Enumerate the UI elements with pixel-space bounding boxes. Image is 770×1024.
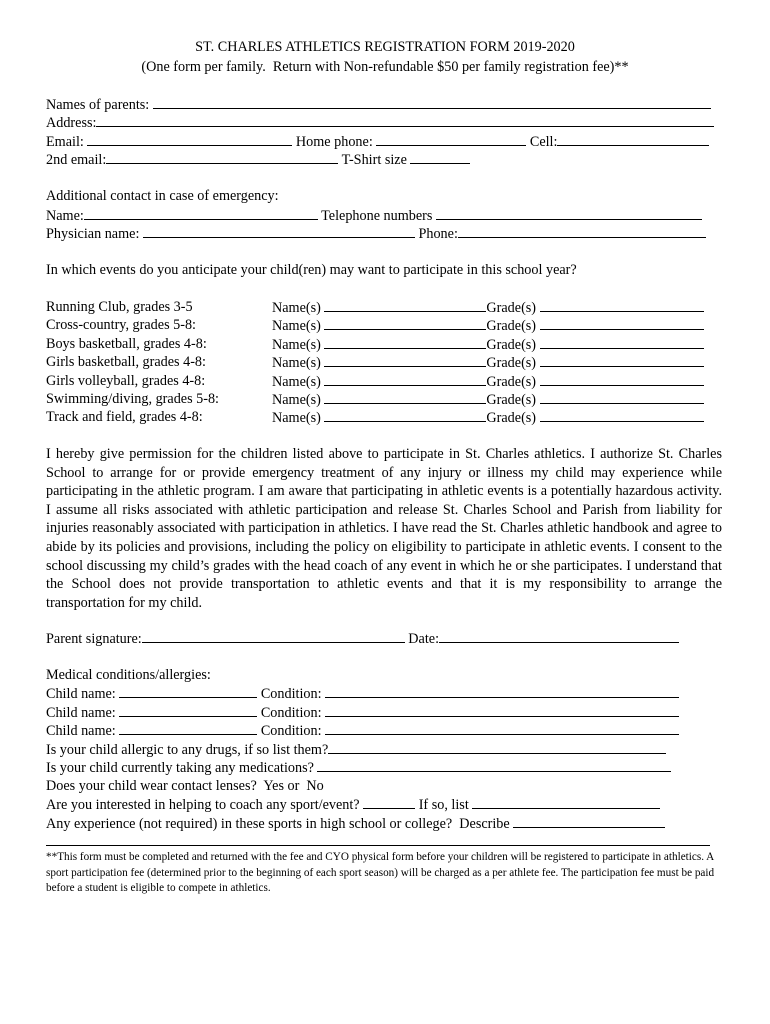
names-label: Name(s) [272,392,321,408]
telephone-label: Telephone numbers [321,208,433,224]
experience-field[interactable] [513,814,665,828]
medications-row [46,758,671,777]
date-field[interactable] [439,629,679,643]
coach-question: Are you interested in helping to coach any sport/event? [46,797,360,813]
event-names [272,408,704,427]
event-names [272,390,704,409]
child-label: Child name: [46,723,116,739]
grades-field[interactable] [540,390,704,404]
event-names [272,372,704,391]
names-label: Name(s) [272,300,321,316]
signature-row [46,629,679,648]
email2-field[interactable] [106,150,338,164]
grades-label: Grade(s) [486,336,537,353]
grades-label: Grade(s) [486,318,537,335]
grades-field[interactable] [540,316,704,330]
event-label: Girls volleyball, grades 4-8: [46,372,206,389]
event-label: Running Club, grades 3-5 [46,299,193,315]
grades-label: Grade(s) [486,373,537,390]
event-label: Girls basketball, grades 4-8: [46,354,206,371]
names-field[interactable] [324,390,486,404]
home-phone-label: Home phone: [295,134,373,150]
condition-field[interactable] [325,721,679,735]
grades-label: Grade(s) [486,300,537,316]
child-name-field[interactable] [119,703,257,717]
coach-row [46,795,660,814]
names-field[interactable] [324,316,486,330]
tshirt-field[interactable] [410,150,470,164]
form-title: ST. CHARLES ATHLETICS REGISTRATION FORM 2019-2020 [195,39,575,55]
cell-label: Cell: [529,134,558,150]
event-names [272,316,704,335]
home-phone-field[interactable] [376,132,526,146]
coach-field[interactable] [363,795,415,809]
emergency-name-label: Name: [46,208,84,224]
names-label: Name(s) [272,410,321,427]
address-row [46,113,714,132]
grades-label: Grade(s) [486,355,537,372]
event-names [272,298,704,317]
physician-row [46,224,706,243]
event-names [272,335,704,354]
condition-field[interactable] [325,703,679,717]
address-label: Address: [46,115,97,131]
lenses-question: Does your child wear contact lenses? Yes or No [46,778,324,794]
event-label: Track and field, grades 4-8: [46,409,203,426]
email-label: Email: [46,134,84,150]
experience-line[interactable] [46,845,710,846]
physician-label: Physician name: [46,226,140,242]
grades-label: Grade(s) [486,410,537,427]
email-field[interactable] [87,132,292,146]
experience-row [46,814,665,833]
names-field[interactable] [324,298,486,312]
address-field[interactable] [96,113,714,127]
child-row-3 [46,721,679,740]
emergency-name-row [46,206,702,225]
signature-field[interactable] [142,629,405,643]
physician-phone-label: Phone: [418,226,458,242]
physician-phone-field[interactable] [458,224,706,238]
condition-label: Condition: [260,705,322,721]
child-name-field[interactable] [119,721,257,735]
event-label: Boys basketball, grades 4-8: [46,335,207,352]
form-subtitle: (One form per family. Return with Non-refundable $50 per family registration fee)** [141,59,629,75]
footnote: **This form must be completed and returned with the fee and CYO physical form before your children will be registered to participate in athletics. A sport participation fee (determined prior to the beginning of each sport season) will be charged as a per athlete fee. The participation fee must be paid before a student is eligible to compete in athletics. [46,851,715,894]
experience-question: Any experience (not required) in these sports in high school or college? Describe [46,816,510,832]
cell-field[interactable] [557,132,709,146]
allergic-question: Is your child allergic to any drugs, if so list them? [46,742,329,758]
signature-label: Parent signature: [46,631,142,647]
grades-field[interactable] [540,372,704,386]
allergic-row [46,740,666,759]
names-label: Name(s) [272,318,321,335]
names-field[interactable] [324,335,486,349]
permission-paragraph: I hereby give permission for the children listed above to participate in St. Charles athletics. I authorize St. Charles School to arrange for or provide emergency treatment of any injury or illness my child may experience while participating in the athletic program. I am aware that participating in athletic events is a potentially hazardous activity. I assume all risks associated with athletic participation and release St. Charles School and Parish from liability for injuries reasonably associated with participation in athletics. I have read the St. Charles athletic handbook and agree to abide by its policies and provisions, including the policy on eligibility to participate in athletic events. I consent to the school discussing my child’s grades with the head coach of any event in which he or she participates. I understand that the School does not provide transportation to athletic events and that it is my responsibility to arrange the transportation for my child. [46,446,722,611]
names-field[interactable] [324,408,486,422]
grades-field[interactable] [540,335,704,349]
names-label: Name(s) [272,336,321,353]
parents-label: Names of parents: [46,97,150,113]
grades-field[interactable] [540,353,704,367]
medications-field[interactable] [317,758,671,772]
condition-label: Condition: [260,686,322,702]
event-names [272,353,704,372]
parents-row [46,95,711,114]
if-so-label: If so, list [418,797,469,813]
tshirt-label: T-Shirt size [341,152,407,168]
if-so-field[interactable] [472,795,660,809]
email2-label: 2nd email: [46,152,107,168]
child-label: Child name: [46,686,116,702]
names-field[interactable] [324,353,486,367]
condition-label: Condition: [260,723,322,739]
medications-question: Is your child currently taking any medications? [46,760,314,776]
events-question: In which events do you anticipate your child(ren) may want to participate in this school year? [46,262,577,278]
grades-label: Grade(s) [486,392,537,408]
child-row-2 [46,703,679,722]
medical-heading: Medical conditions/allergies: [46,667,211,683]
condition-field[interactable] [325,684,679,698]
names-label: Name(s) [272,355,321,372]
telephone-field[interactable] [436,206,702,220]
emergency-name-field[interactable] [84,206,318,220]
event-label: Swimming/diving, grades 5-8: [46,391,220,407]
child-label: Child name: [46,705,116,721]
child-row-1 [46,684,679,703]
names-label: Name(s) [272,373,321,390]
allergic-field[interactable] [328,740,666,754]
grades-field[interactable] [540,408,704,422]
physician-field[interactable] [143,224,415,238]
parents-field[interactable] [153,95,711,109]
child-name-field[interactable] [119,684,257,698]
names-field[interactable] [324,372,486,386]
email2-row [46,150,470,169]
event-label: Cross-country, grades 5-8: [46,317,196,334]
email-row [46,132,709,151]
grades-field[interactable] [540,298,704,312]
date-label: Date: [408,631,440,647]
emergency-heading: Additional contact in case of emergency: [46,188,279,204]
